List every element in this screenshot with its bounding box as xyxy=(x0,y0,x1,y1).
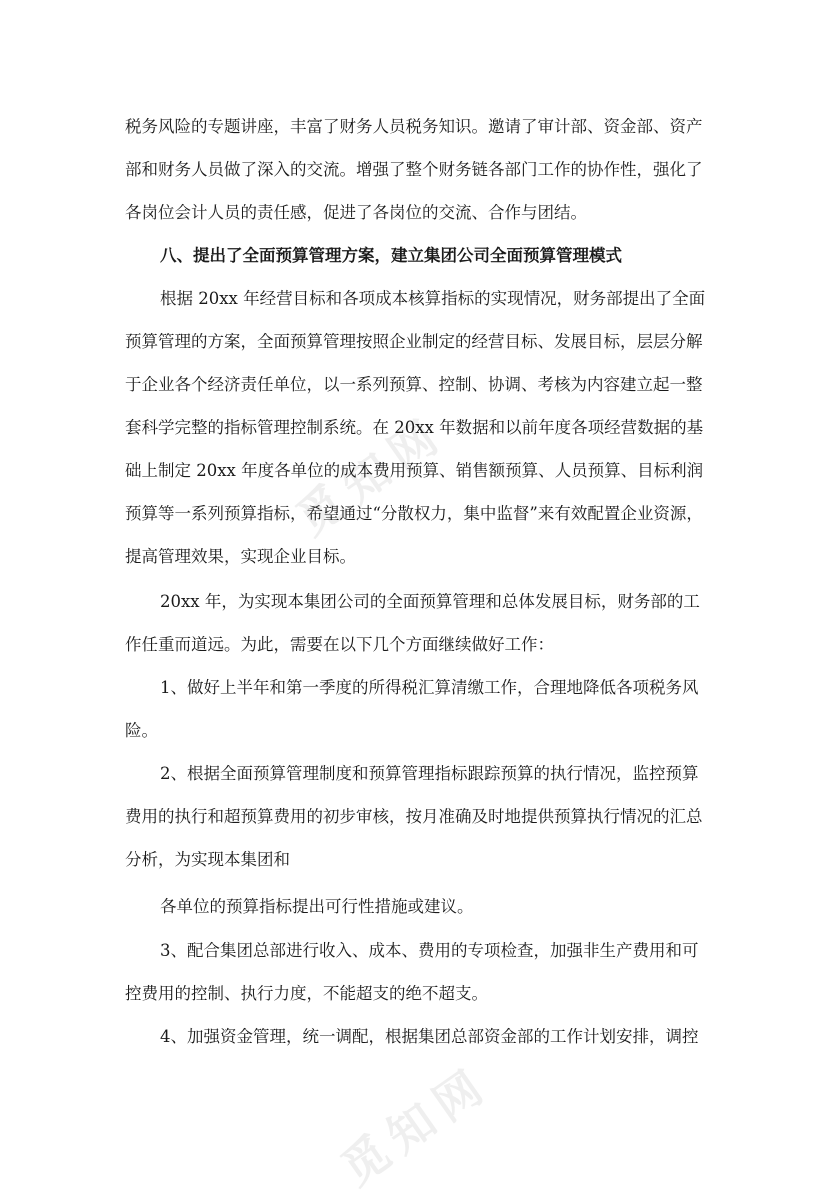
list-item-line: 2、根据全面预算管理制度和预算管理指标跟踪预算的执行情况，监控预算 xyxy=(160,764,699,783)
paragraph-line: 提高管理效果，实现企业目标。 xyxy=(125,547,356,566)
paragraph-line: 于企业各个经济责任单位，以一系列预算、控制、协调、考核为内容建立起一整 xyxy=(125,375,703,394)
paragraph-line: 预算等一系列预算指标，希望通过“分散权力，集中监督”来有效配置企业资源， xyxy=(125,504,703,523)
section-heading: 八、提出了全面预算管理方案，建立集团公司全面预算管理模式 xyxy=(160,246,622,265)
paragraph-line: 20xx 年，为实现本集团公司的全面预算管理和总体发展目标，财务部的工 xyxy=(160,592,700,611)
watermark: 觅知网 xyxy=(286,405,456,546)
paragraph-line: 税务风险的专题讲座，丰富了财务人员税务知识。邀请了审计部、资金部、资产 xyxy=(125,117,703,136)
list-item-line: 4、加强资金管理，统一调配，根据集团总部资金部的工作计划安排，调控 xyxy=(160,1027,699,1046)
paragraph-line: 部和财务人员做了深入的交流。增强了整个财务链各部门工作的协作性，强化了 xyxy=(125,160,703,179)
watermark: 觅知网 xyxy=(331,1055,501,1196)
list-item-line: 1、做好上半年和第一季度的所得税汇算清缴工作，合理地降低各项税务风 xyxy=(160,678,699,697)
paragraph-line: 套科学完整的指标管理控制系统。在 20xx 年数据和以前年度各项经营数据的基 xyxy=(125,418,704,437)
list-item-line: 分析，为实现本集团和 xyxy=(125,850,290,869)
list-item-line: 3、配合集团总部进行收入、成本、费用的专项检查，加强非生产费用和可 xyxy=(160,941,699,960)
list-item-line: 控费用的控制、执行力度，不能超支的绝不超支。 xyxy=(125,984,488,1003)
list-item-line: 费用的执行和超预算费用的初步审核，按月准确及时地提供预算执行情况的汇总 xyxy=(125,807,703,826)
list-item-line: 各单位的预算指标提出可行性措施或建议。 xyxy=(160,897,474,916)
list-item-line: 险。 xyxy=(125,721,158,740)
paragraph-line: 作任重而道远。为此，需要在以下几个方面继续做好工作： xyxy=(125,635,554,654)
paragraph-line: 预算管理的方案，全面预算管理按照企业制定的经营目标、发展目标，层层分解 xyxy=(125,332,703,351)
paragraph-line: 各岗位会计人员的责任感，促进了各岗位的交流、合作与团结。 xyxy=(125,203,587,222)
paragraph-line: 础上制定 20xx 年度各单位的成本费用预算、销售额预算、人员预算、目标利润 xyxy=(125,461,704,480)
paragraph-line: 根据 20xx 年经营目标和各项成本核算指标的实现情况，财务部提出了全面 xyxy=(160,289,706,308)
